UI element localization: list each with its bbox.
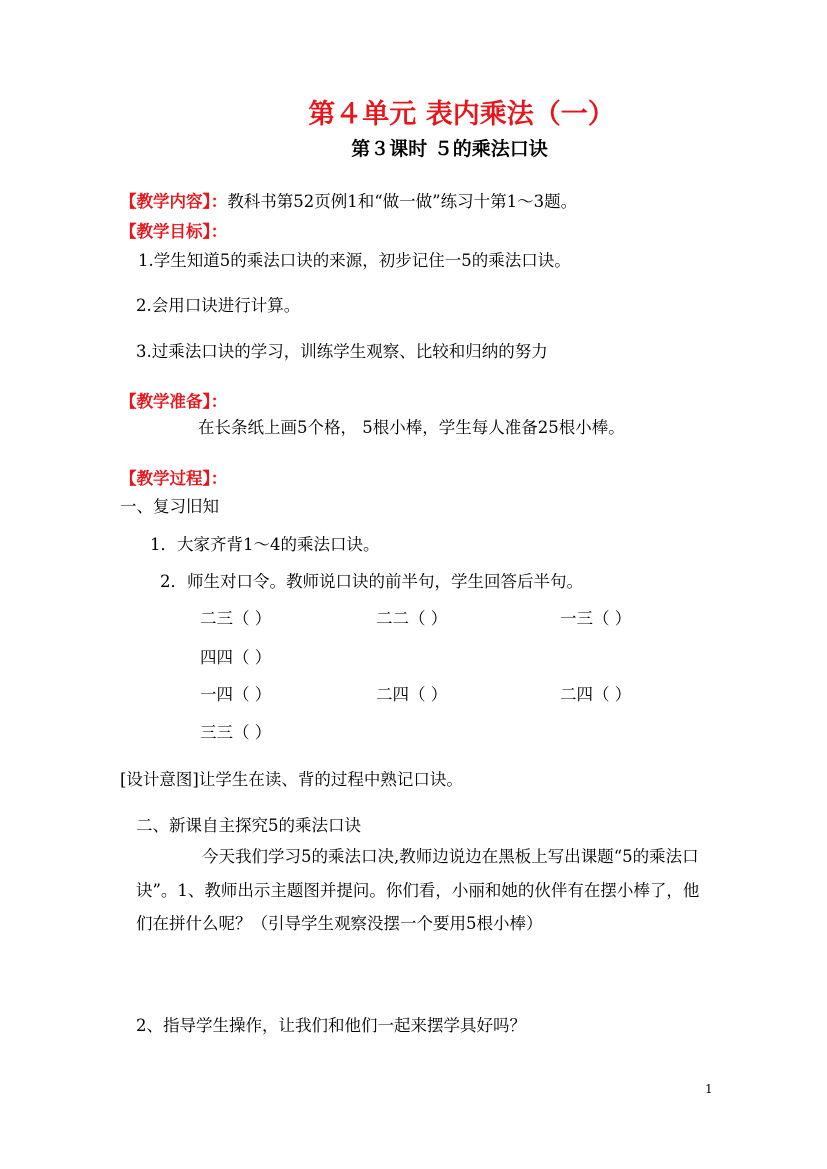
drill-item: 二三（ ） (200, 609, 272, 628)
process-label: 【教学过程】： (120, 469, 228, 488)
drill-item: 一三（ ） (560, 609, 632, 628)
drill-item: 二四（ ） (376, 685, 448, 704)
content-row (120, 188, 577, 212)
goals-label: 【教学目标】： (120, 222, 228, 241)
drill-item: 三三（ ） (200, 723, 272, 742)
next-step: 2、指导学生操作，让我们和他们一起来摆学具好吗？ (136, 1016, 526, 1035)
goal-item-1: 1.学生知道5的乘法口诀的来源，初步记住一5的乘法口诀。 (138, 251, 571, 270)
lesson-paragraph-text: 今天我们学习5的乘法口决,教师边说边在黑板上写出课题“5的乘法口诀”。1、教师出示主题图并提问。你们看，小丽和她的伙伴有在摆小棒了，他们在拼什么呢？（引导学生观察没摆一个要用5根小棒） (136, 847, 700, 933)
goal-item-3: 3.过乘法口诀的学习，训练学生观察、比较和归纳的努力 (136, 342, 548, 361)
page-number: 1 (705, 1082, 713, 1096)
design-note: [设计意图]让学生在读、背的过程中熟记口诀。 (120, 770, 463, 789)
content-text: 教科书第52页例1和“做一做”练习十第1～3题。 (227, 192, 578, 211)
drill-item: 一四（ ） (200, 685, 272, 704)
goal-item-2: 2.会用口诀进行计算。 (136, 296, 301, 315)
drill-item: 四四（ ） (200, 648, 272, 667)
prep-label: 【教学准备】： (120, 392, 228, 411)
review-step-1: 1．大家齐背1～4的乘法口诀。 (150, 535, 380, 554)
prep-text: 在长条纸上画5个格， 5根小棒，学生每人准备25根小棒。 (198, 418, 625, 437)
lesson-subtitle: 第３课时 ５的乘法口诀 (351, 138, 548, 160)
lesson-paragraph (136, 840, 706, 941)
review-step-2: 2．师生对口令。教师说口诀的前半句，学生回答后半句。 (160, 572, 583, 591)
document-title: 第４单元 表内乘法（一） (308, 99, 615, 130)
content-label: 【教学内容】： (120, 192, 228, 211)
section-new-lesson-heading: 二、新课自主探究5的乘法口诀 (136, 816, 361, 835)
drill-item: 二四（ ） (560, 685, 632, 704)
drill-item: 二二（ ） (376, 609, 448, 628)
section-review-heading: 一、复习旧知 (120, 497, 219, 516)
